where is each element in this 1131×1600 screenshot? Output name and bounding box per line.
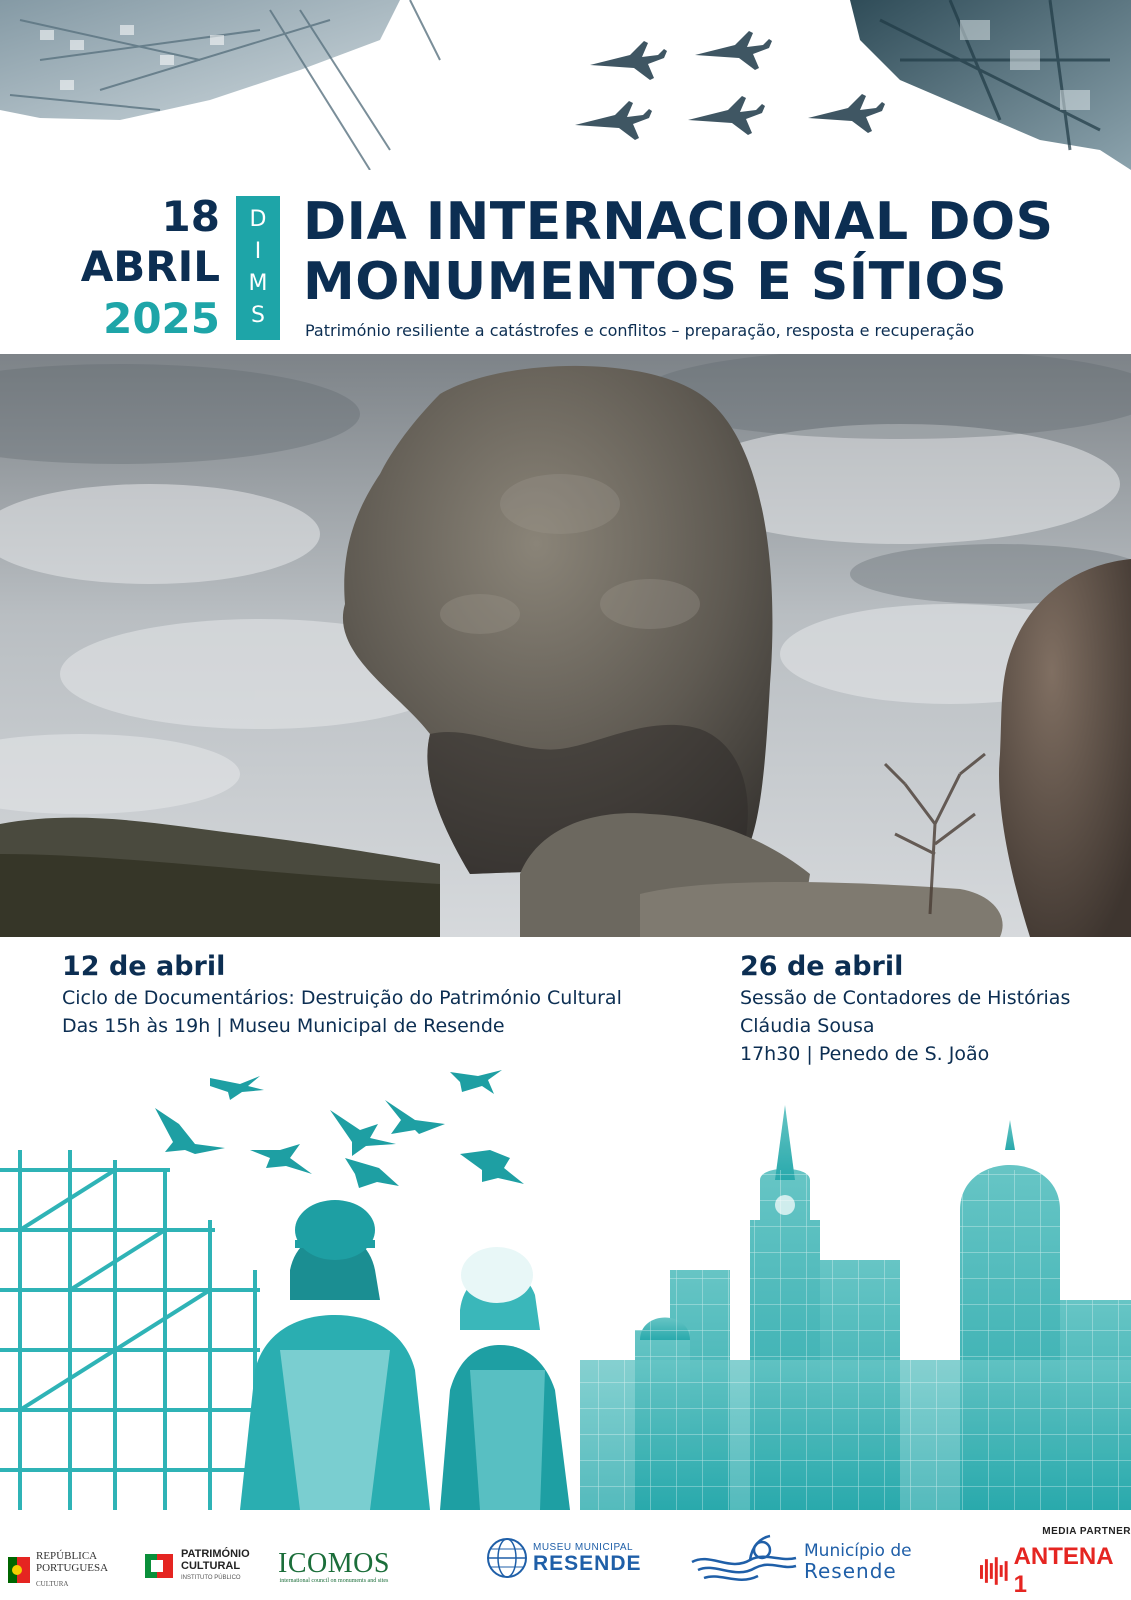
title-line-1: DIA INTERNACIONAL DOS — [303, 192, 1054, 252]
title-line-2: MONUMENTOS E SÍTIOS — [303, 252, 1008, 312]
icomos-wordmark: ICOMOS — [278, 1548, 390, 1579]
portugal-flag-icon — [8, 1557, 30, 1583]
globe-icon — [485, 1536, 529, 1580]
event-time-location: Das 15h às 19h | Museu Municipal de Resende — [62, 1015, 505, 1037]
event-date: 12 de abril — [62, 951, 226, 982]
logo-icomos — [278, 1550, 390, 1584]
event-title: Ciclo de Documentários: Destruição do Património Cultural — [62, 987, 622, 1009]
boulder-landscape-image — [0, 354, 1131, 937]
hard-hat-worker-icon — [240, 1200, 570, 1510]
republica-line2: PORTUGUESA — [36, 1562, 109, 1574]
date-day: 18 — [161, 192, 220, 241]
patrimonio-sub: INSTITUTO PÚBLICO — [181, 1575, 241, 1581]
republica-line1: REPÚBLICA — [36, 1550, 98, 1562]
patrimonio-cultural-mark-icon — [145, 1552, 175, 1580]
event-title: Sessão de Contadores de Histórias — [740, 987, 1071, 1009]
icomos-sub: international council on monuments and sites — [279, 1578, 389, 1584]
event-12-april — [62, 950, 682, 1040]
museu-bottom: RESENDE — [533, 1551, 642, 1575]
dims-letter: M — [248, 271, 268, 296]
event-26-april — [740, 950, 1120, 1068]
damaged-buildings-illustration — [0, 0, 1131, 170]
dims-vertical-label — [236, 196, 280, 340]
antena-bars-icon — [980, 1557, 1010, 1585]
media-partner-label: MEDIA PARTNER — [1042, 1526, 1131, 1537]
logo-museu-municipal-resende — [485, 1536, 642, 1580]
logo-antena-1 — [980, 1526, 1131, 1599]
date-month: ABRIL — [80, 242, 220, 291]
top-illustration — [0, 0, 1131, 170]
event-date-block — [30, 192, 220, 348]
museu-top: MUSEU MUNICIPAL — [533, 1541, 634, 1553]
antena-wordmark: ANTENA 1 — [1013, 1543, 1113, 1598]
patrimonio-line1: PATRIMÓNIO — [181, 1548, 250, 1560]
reconstruction-illustration — [0, 1070, 1131, 1510]
fighter-jet-icon — [575, 31, 885, 140]
logo-patrimonio-cultural — [145, 1548, 250, 1584]
dims-letter: D — [249, 207, 267, 232]
page-title — [303, 192, 1113, 312]
logo-municipio-resende — [690, 1532, 912, 1592]
municipio-bottom: Resende — [804, 1559, 897, 1584]
logo-republica-portuguesa — [8, 1550, 108, 1590]
bird-icon — [155, 1070, 524, 1188]
boulder-photo — [0, 354, 1131, 937]
event-time-location: 17h30 | Penedo de S. João — [740, 1043, 990, 1065]
patrimonio-line2: CULTURAL — [181, 1560, 241, 1572]
republica-sub: CULTURA — [36, 1580, 69, 1588]
municipio-top: Município de — [804, 1540, 912, 1561]
dims-letter: S — [251, 303, 265, 328]
dims-letter: I — [254, 239, 262, 264]
event-date: 26 de abril — [740, 951, 904, 982]
sponsor-logos — [0, 1512, 1131, 1600]
municipio-wave-icon — [690, 1532, 800, 1592]
page-subtitle: Património resiliente a catástrofes e conflitos – preparação, resposta e recuperação — [305, 321, 975, 340]
event-presenter: Cláudia Sousa — [740, 1015, 875, 1037]
date-year: 2025 — [103, 294, 220, 343]
bottom-illustration — [0, 1070, 1131, 1510]
scaffolding-icon — [0, 1150, 260, 1510]
